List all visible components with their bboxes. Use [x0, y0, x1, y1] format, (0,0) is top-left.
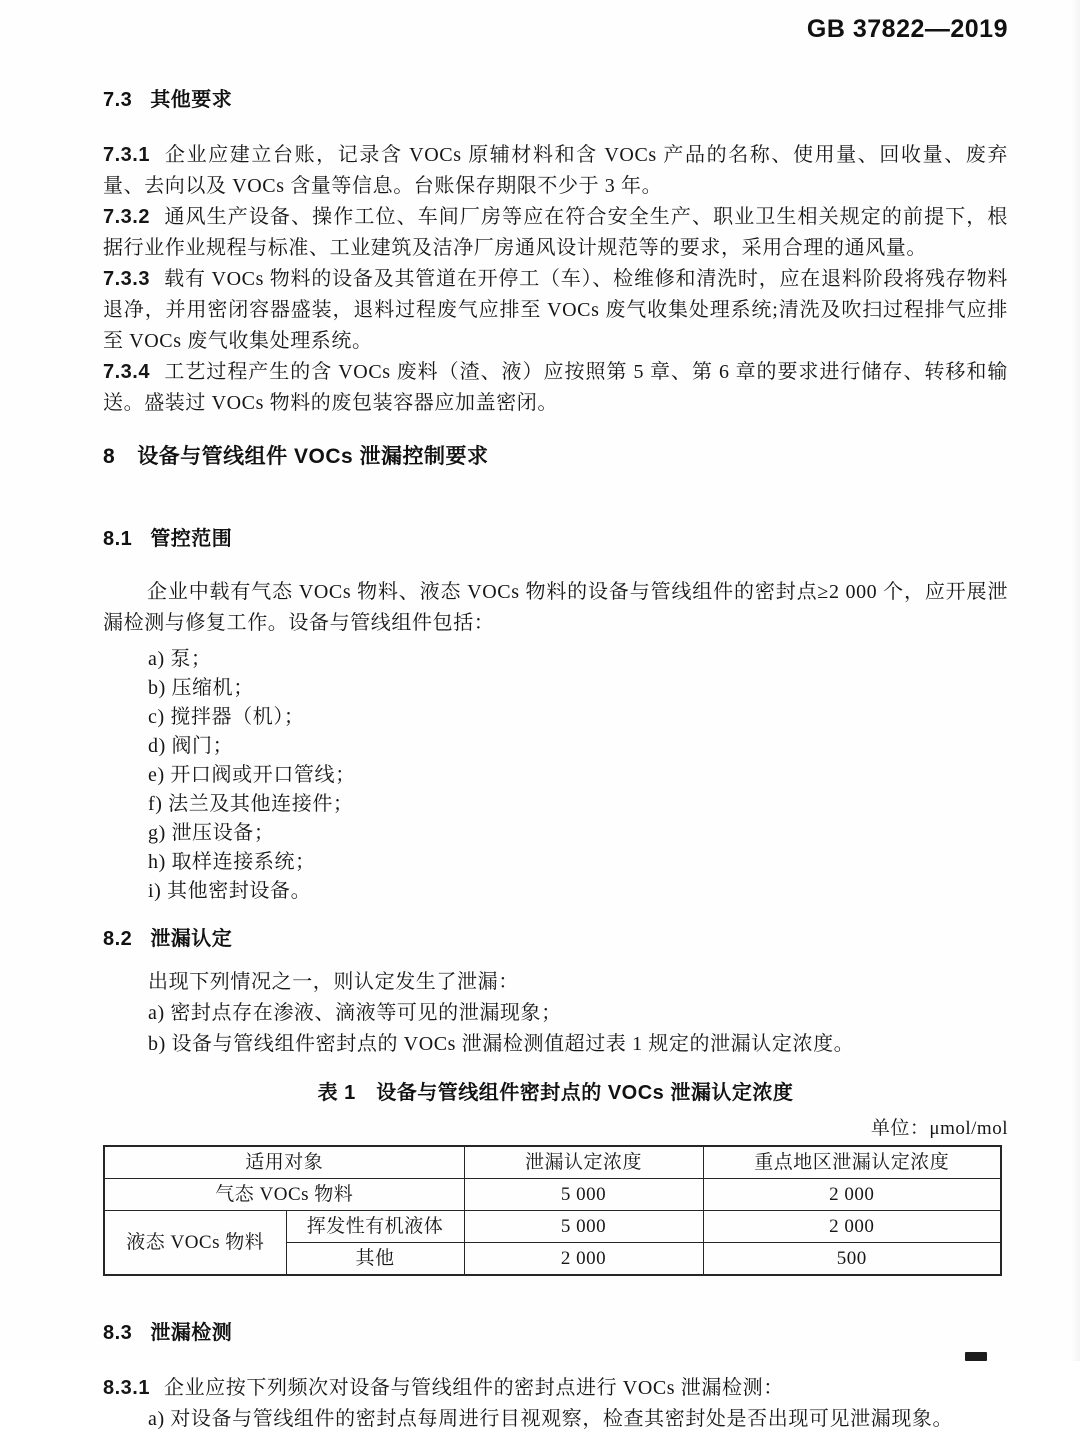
- clause-number: 7.3.3: [103, 268, 150, 290]
- clause-text: 载有 VOCs 物料的设备及其管道在开停工（车）、检维修和清洗时，应在退料阶段将残存物料退净，并用密闭容器盛装，退料过程废气应排至 VOCs 废气收集处理系统;清洗及吹扫过程排气应排至 VOCs 废气收集处理系统。: [103, 268, 1008, 352]
- list-item: e) 开口阀或开口管线；: [148, 764, 356, 786]
- clause-7-3-3: [103, 264, 1008, 357]
- heading-number: 7.3: [103, 89, 133, 111]
- table-row-gas: [104, 1179, 1001, 1211]
- list-item: i) 其他密封设备。: [148, 880, 312, 902]
- equipment-list: [103, 645, 1008, 906]
- clause-7-3-4: [103, 357, 1008, 419]
- heading-number: 8.1: [103, 528, 133, 550]
- table-header-row: [104, 1146, 1001, 1179]
- cell-liquid-voc-label: 挥发性有机液体: [286, 1211, 464, 1243]
- list-item: a) 对设备与管线组件的密封点每周进行目视观察，检查其密封处是否出现可见泄漏现象。: [148, 1408, 954, 1430]
- list-item: b) 压缩机；: [148, 677, 254, 699]
- clause-7-3-2: [103, 202, 1008, 264]
- heading-number: 8: [103, 445, 116, 468]
- header-target: 适用对象: [104, 1146, 464, 1179]
- detection-frequency-list: [103, 1404, 1008, 1435]
- cell-liquid-other-label: 其他: [286, 1243, 464, 1276]
- heading-title: 管控范围: [150, 528, 233, 550]
- table-1: [103, 1145, 1002, 1276]
- cell-liquid-voc-limit: 5 000: [464, 1211, 703, 1243]
- clause-text: 企业应建立台账，记录含 VOCs 原辅材料和含 VOCs 产品的名称、使用量、回收量、废弃量、去向以及 VOCs 含量等信息。台账保存期限不少于 3 年。: [103, 144, 1008, 197]
- list-item: b) 设备与管线组件密封点的 VOCs 泄漏检测值超过表 1 规定的泄漏认定浓度。: [148, 1033, 855, 1055]
- standard-code-header: GB 37822—2019: [806, 15, 1008, 43]
- list-item: a) 密封点存在渗液、滴液等可见的泄漏现象；: [148, 1002, 562, 1024]
- table-1-unit: 单位：μmol/mol: [870, 1118, 1008, 1139]
- list-item: c) 搅拌器（机）；: [148, 706, 305, 728]
- clause-number: 7.3.4: [103, 361, 150, 383]
- clause-text: 企业应按下列频次对设备与管线组件的密封点进行 VOCs 泄漏检测：: [163, 1377, 784, 1399]
- header-key-region-limit: 重点地区泄漏认定浓度: [703, 1146, 1001, 1179]
- list-item: a) 泵；: [148, 648, 212, 670]
- list-item: d) 阀门；: [148, 735, 234, 757]
- clause-number: 7.3.2: [103, 206, 150, 228]
- list-item: g) 泄压设备；: [148, 822, 275, 844]
- heading-number: 8.2: [103, 928, 133, 950]
- list-item: h) 取样连接系统；: [148, 851, 316, 873]
- cell-liquid-label: 液态 VOCs 物料: [104, 1211, 286, 1276]
- leak-criteria-list: [103, 998, 1008, 1060]
- clause-text: 通风生产设备、操作工位、车间厂房等应在符合安全生产、职业卫生相关规定的前提下，根据行业作业规程与标准、工业建筑及洁净厂房通风设计规范等的要求，采用合理的通风量。: [103, 206, 1008, 259]
- heading-title: 其他要求: [150, 89, 233, 111]
- cell-liquid-other-limit: 2 000: [464, 1243, 703, 1276]
- clause-text: 工艺过程产生的含 VOCs 废料（渣、液）应按照第 5 章、第 6 章的要求进行储存、转移和输送。盛装过 VOCs 物料的废包装容器应加盖密闭。: [103, 361, 1008, 414]
- cell-liquid-voc-key-limit: 2 000: [703, 1211, 1001, 1243]
- heading-title: 设备与管线组件 VOCs 泄漏控制要求: [137, 445, 489, 468]
- cell-gas-key-limit: 2 000: [703, 1179, 1001, 1211]
- cell-gas-label: 气态 VOCs 物料: [104, 1179, 464, 1211]
- clause-number: 7.3.1: [103, 144, 150, 166]
- paragraph-8-2: 出现下列情况之一，则认定发生了泄漏：: [148, 971, 519, 993]
- header-limit: 泄漏认定浓度: [464, 1146, 703, 1179]
- cell-gas-limit: 5 000: [464, 1179, 703, 1211]
- heading-8: [103, 441, 1008, 472]
- clause-7-3-1: [103, 140, 1008, 202]
- heading-number: 8.3: [103, 1322, 133, 1344]
- clause-8-3-1: [103, 1373, 1008, 1404]
- clause-number: 8.3.1: [103, 1377, 150, 1399]
- heading-8-2: [103, 924, 1008, 955]
- heading-title: 泄漏认定: [150, 928, 233, 950]
- page-number-partial-mark: [965, 1352, 987, 1361]
- heading-7-3: [103, 85, 1008, 116]
- paragraph-8-1: 企业中载有气态 VOCs 物料、液态 VOCs 物料的设备与管线组件的密封点≥2 000 个，应开展泄漏检测与修复工作。设备与管线组件包括：: [103, 581, 1008, 634]
- heading-title: 泄漏检测: [150, 1322, 233, 1344]
- cell-liquid-other-key-limit: 500: [703, 1243, 1001, 1276]
- scan-edge-shade: [1070, 0, 1080, 1361]
- list-item: f) 法兰及其他连接件；: [148, 793, 354, 815]
- table-1-caption: 表 1 设备与管线组件密封点的 VOCs 泄漏认定浓度: [317, 1082, 794, 1104]
- heading-8-1: [103, 524, 1008, 555]
- heading-8-3: [103, 1318, 1008, 1349]
- table-row-liquid-voc: [104, 1211, 1001, 1243]
